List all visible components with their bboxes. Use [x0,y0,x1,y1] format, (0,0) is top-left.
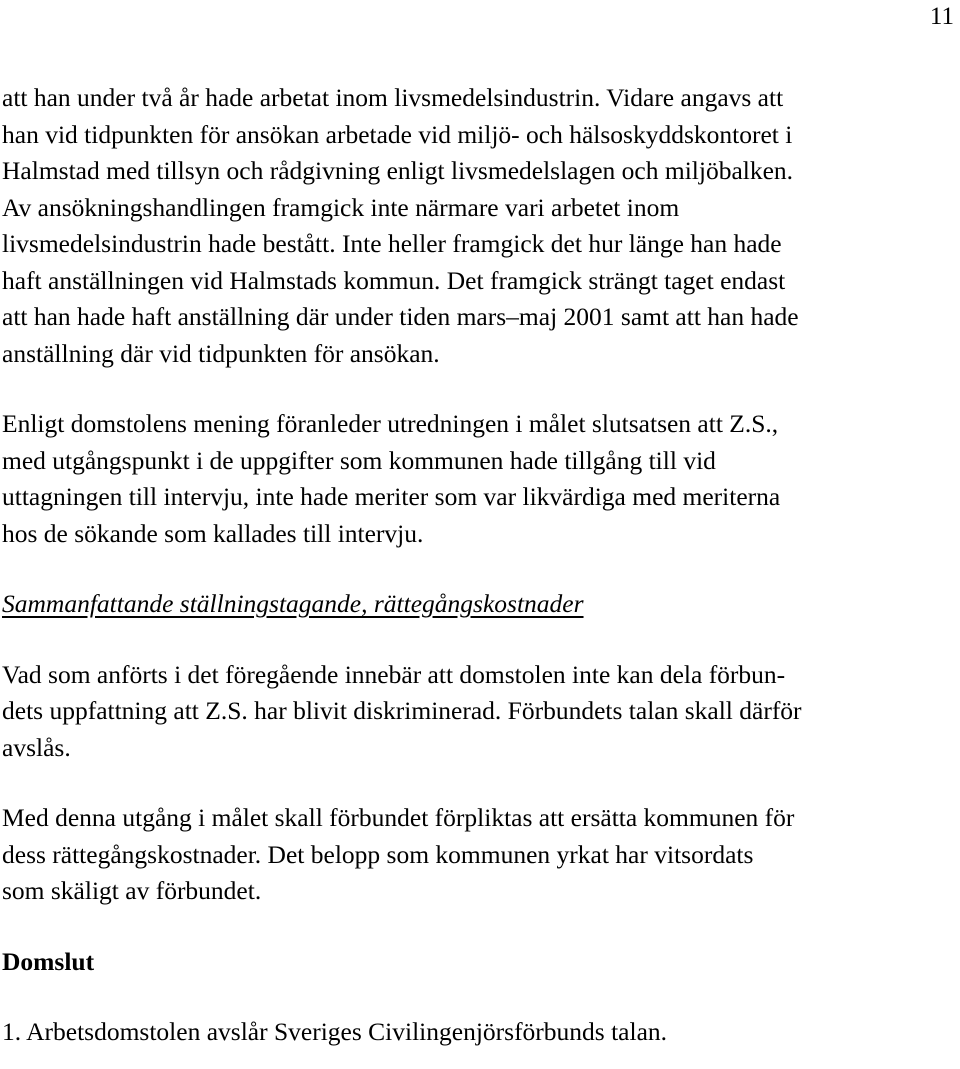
text-line: haft anställningen vid Halmstads kommun. Det framgick strängt taget endast [2,265,786,295]
page-number: 11 [929,3,954,30]
text-line: Med denna utgång i målet skall förbundet förpliktas att ersätta kommunen för [2,803,795,832]
paragraph-conclusion [2,657,956,767]
text-line: som skäligt av förbundet. [2,876,262,905]
ruling-item [2,1014,956,1051]
paragraph-applicant-experience [2,80,956,372]
text-line: med utgångspunkt i de uppgifter som kommunen hade tillgång till vid [2,445,716,475]
text-line: att han under två år hade arbetat inom livsmedelsindustrin. Vidare angavs att [2,83,784,112]
text-line: Vad som anförts i det föregående innebär att domstolen inte kan dela förbun- [2,659,786,689]
document-body [2,80,956,1051]
text-line: hos de sökande som kallades till intervju. [2,518,424,548]
text-line: avslås. [2,732,71,762]
text-line: dets uppfattning att Z.S. har blivit diskriminerad. Förbundets talan skall därför [2,696,802,725]
text-line: livsmedelsindustrin hade bestått. Inte heller framgick det hur länge han hade [2,229,782,258]
paragraph-legal-costs [2,800,956,910]
text-line: anställning där vid tidpunkten för ansökan. [2,338,440,368]
ruling-heading [2,944,956,981]
section-heading-summary [2,586,956,623]
paragraph-court-opinion [2,406,956,552]
text-line: Halmstad med tillsyn och rådgivning enligt livsmedelslagen och miljöbalken. [2,156,794,185]
section-heading-text: Sammanfattande ställningstagande, rättegångskostnader [2,589,584,618]
text-line: uttagningen till intervju, inte hade meriter som var likvärdiga med meriterna [2,482,781,511]
text-line: att han hade haft anställning där under tiden mars–maj 2001 samt att han hade [2,302,799,331]
ruling-heading-text: Domslut [2,946,95,976]
ruling-item-text: 1. Arbetsdomstolen avslår Sveriges Civilingenjörsförbunds talan. [2,1017,668,1046]
text-line: han vid tidpunkten för ansökan arbetade vid miljö- och hälsoskyddskontoret i [2,119,793,149]
text-line: Av ansökningshandlingen framgick inte närmare vari arbetet inom [2,192,680,222]
text-line: dess rättegångskostnader. Det belopp som kommunen yrkat har vitsordats [2,839,754,869]
text-line: Enligt domstolens mening föranleder utredningen i målet slutsatsen att Z.S., [2,409,779,438]
